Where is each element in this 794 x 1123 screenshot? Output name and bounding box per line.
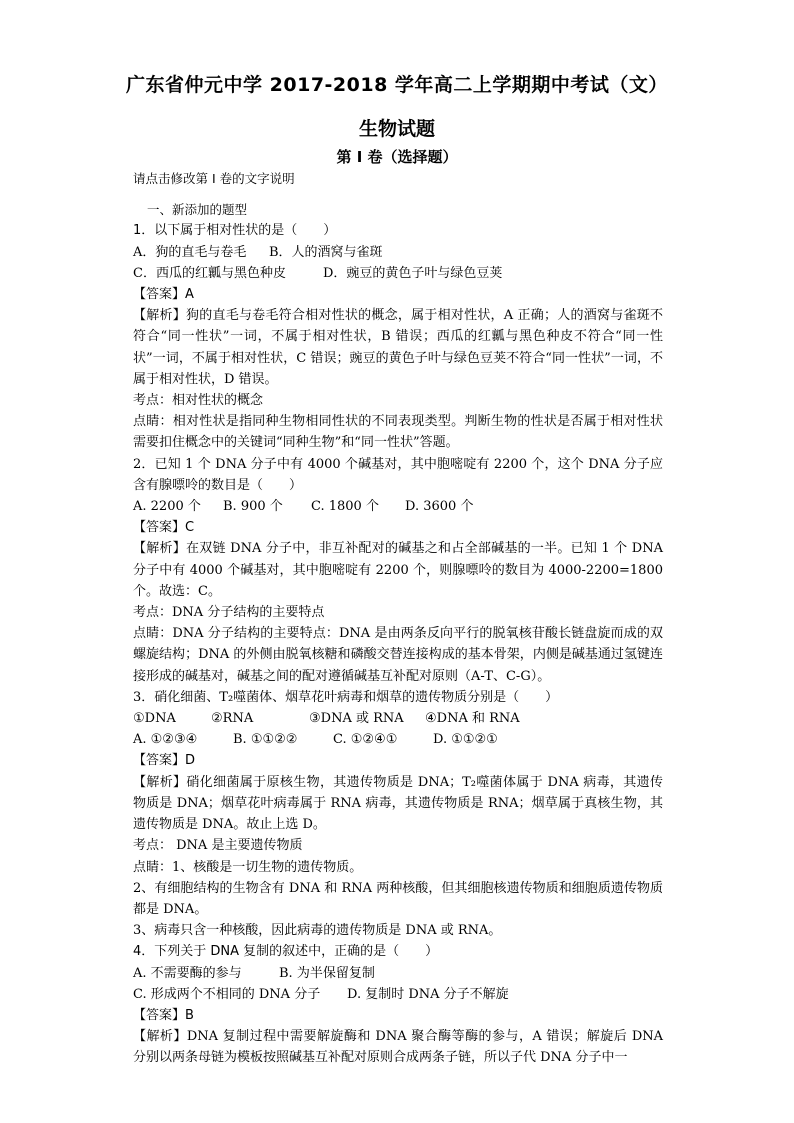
- q3-option-c: C. ①②④①: [333, 732, 398, 748]
- q1-option-d: D．豌豆的黄色子叶与绿色豆荚: [323, 265, 503, 281]
- q3-item-4: ④DNA 和 RNA: [425, 711, 520, 727]
- section-heading: 一、新添加的题型: [147, 202, 248, 218]
- question-4-options-row1: [133, 963, 663, 984]
- question-2-options: [133, 496, 663, 517]
- q3-option-b: B. ①①②②: [233, 732, 298, 748]
- q3-note-1: 点睛：1、核酸是一切生物的遗传物质。: [133, 859, 363, 875]
- question-3-stem: 3．硝化细菌、T₂噬菌体、烟草花叶病毒和烟草的遗传物质分别是（ ）: [133, 689, 559, 705]
- q2-note: 点睛：DNA 分子结构的主要特点：DNA 是由两条反向平行的脱氧核苷酸长链盘旋而成的双螺旋结构；DNA 的外侧由脱氧核糖和磷酸交替连接构成的基本骨架，内侧是碱基通过氢键连接形成的碱基对，碱基之间的配对遵循碱基互补配对原则（A-T、C-G）。: [133, 626, 663, 684]
- q3-answer: 【答案】D: [133, 753, 196, 769]
- q3-point: 考点： DNA 是主要遗传物质: [133, 838, 303, 854]
- volume-title: 第 I 卷（选择题）: [336, 148, 458, 166]
- q1-note: 点睛：相对性状是指同种生物相同性状的不同表现类型。判断生物的性状是否属于相对性状需要扣住概念中的关键词“同种生物”和“同一性状”答题。: [133, 414, 663, 451]
- volume-hint[interactable]: 请点击修改第 I 卷的文字说明: [133, 171, 295, 186]
- question-3-options: [133, 729, 663, 750]
- question-1-options-row2: [133, 263, 663, 284]
- q4-option-a: A. 不需要酶的参与: [133, 965, 242, 981]
- q4-analysis: 【解析】DNA 复制过程中需要解旋酶和 DNA 聚合酶等酶的参与，A 错误；解旋后 DNA 分别以两条母链为模板按照碱基互补配对原则合成两条子链，所以子代 DNA 分子中一: [133, 1029, 663, 1066]
- q1-point: 考点：相对性状的概念: [133, 393, 264, 409]
- q1-option-c: C．西瓜的红瓤与黑色种皮: [133, 265, 286, 281]
- q3-item-2: ②RNA: [211, 711, 254, 727]
- subject-title: 生物试题: [358, 118, 435, 140]
- q2-option-b: B. 900 个: [223, 499, 283, 515]
- q4-option-b: B. 为半保留复制: [279, 965, 375, 981]
- q1-answer: 【答案】A: [133, 287, 194, 303]
- exam-title: 广东省仲元中学 2017-2018 学年高二上学期期中考试（文）: [126, 74, 668, 96]
- q3-option-d: D. ①①②①: [433, 732, 498, 748]
- q3-item-3: ③DNA 或 RNA: [309, 711, 404, 727]
- q3-analysis: 【解析】硝化细菌属于原核生物，其遗传物质是 DNA；T₂噬菌体属于 DNA 病毒，其遗传物质是 DNA；烟草花叶病毒属于 RNA 病毒，其遗传物质是 RNA；烟草属于真核生物，其遗传物质是 DNA。故止上选 D。: [133, 774, 663, 833]
- question-1-options-row1: [133, 242, 663, 263]
- q3-note-2: 2、有细胞结构的生物含有 DNA 和 RNA 两种核酸，但其细胞核遗传物质和细胞质遗传物质都是 DNA。: [133, 880, 663, 917]
- question-4-options-row2: [133, 984, 663, 1005]
- question-2-stem: 2．已知 1 个 DNA 分子中有 4000 个碱基对，其中胞嘧啶有 2200 个，这个 DNA 分子应含有腺嘌呤的数目是（ ）: [133, 456, 663, 493]
- q2-option-c: C. 1800 个: [311, 499, 379, 515]
- q2-answer: 【答案】C: [133, 520, 195, 536]
- question-3-items: [133, 708, 663, 729]
- q1-option-b: B．人的酒窝与雀斑: [269, 244, 383, 260]
- q4-answer: 【答案】B: [133, 1007, 194, 1023]
- q4-option-d: D. 复制时 DNA 分子不解旋: [347, 986, 509, 1002]
- spacer: [133, 189, 663, 199]
- document-body: [133, 168, 663, 1069]
- q3-item-1: ①DNA: [133, 711, 176, 727]
- question-4-stem: 4．下列关于 DNA 复制的叙述中，正确的是（ ）: [133, 944, 439, 960]
- q3-note-3: 3、病毒只含一种核酸，因此病毒的遗传物质是 DNA 或 RNA。: [133, 923, 502, 939]
- q2-option-d: D. 3600 个: [405, 499, 474, 515]
- q1-option-a: A．狗的直毛与卷毛: [133, 244, 247, 260]
- question-1-stem: 1．以下属于相对性状的是（ ）: [133, 223, 337, 239]
- q3-option-a: A. ①②③④: [133, 732, 198, 748]
- q2-analysis: 【解析】在双链 DNA 分子中，非互补配对的碱基之和占全部碱基的一半。已知 1 个 DNA 分子中有 4000 个碱基对，其中胞嘧啶有 2200 个，则腺嘌呤的数目为 4000-2200=1800 个。故选：C。: [133, 541, 663, 599]
- q4-option-c: C. 形成两个不相同的 DNA 分子: [133, 986, 321, 1002]
- q1-analysis: 【解析】狗的直毛与卷毛符合相对性状的概念，属于相对性状，A 正确；人的酒窝与雀斑不符合“同一性状”一词，不属于相对性状，B 错误；西瓜的红瓤与黑色种皮不符合“同一性状”一词，不属于相对性状，C 错误；豌豆的黄色子叶与绿色豆荚不符合“同一性状”一词，不属于相对性状，D 错误。: [133, 308, 663, 387]
- q2-option-a: A. 2200 个: [133, 499, 201, 515]
- q2-point: 考点：DNA 分子结构的主要特点: [133, 605, 325, 621]
